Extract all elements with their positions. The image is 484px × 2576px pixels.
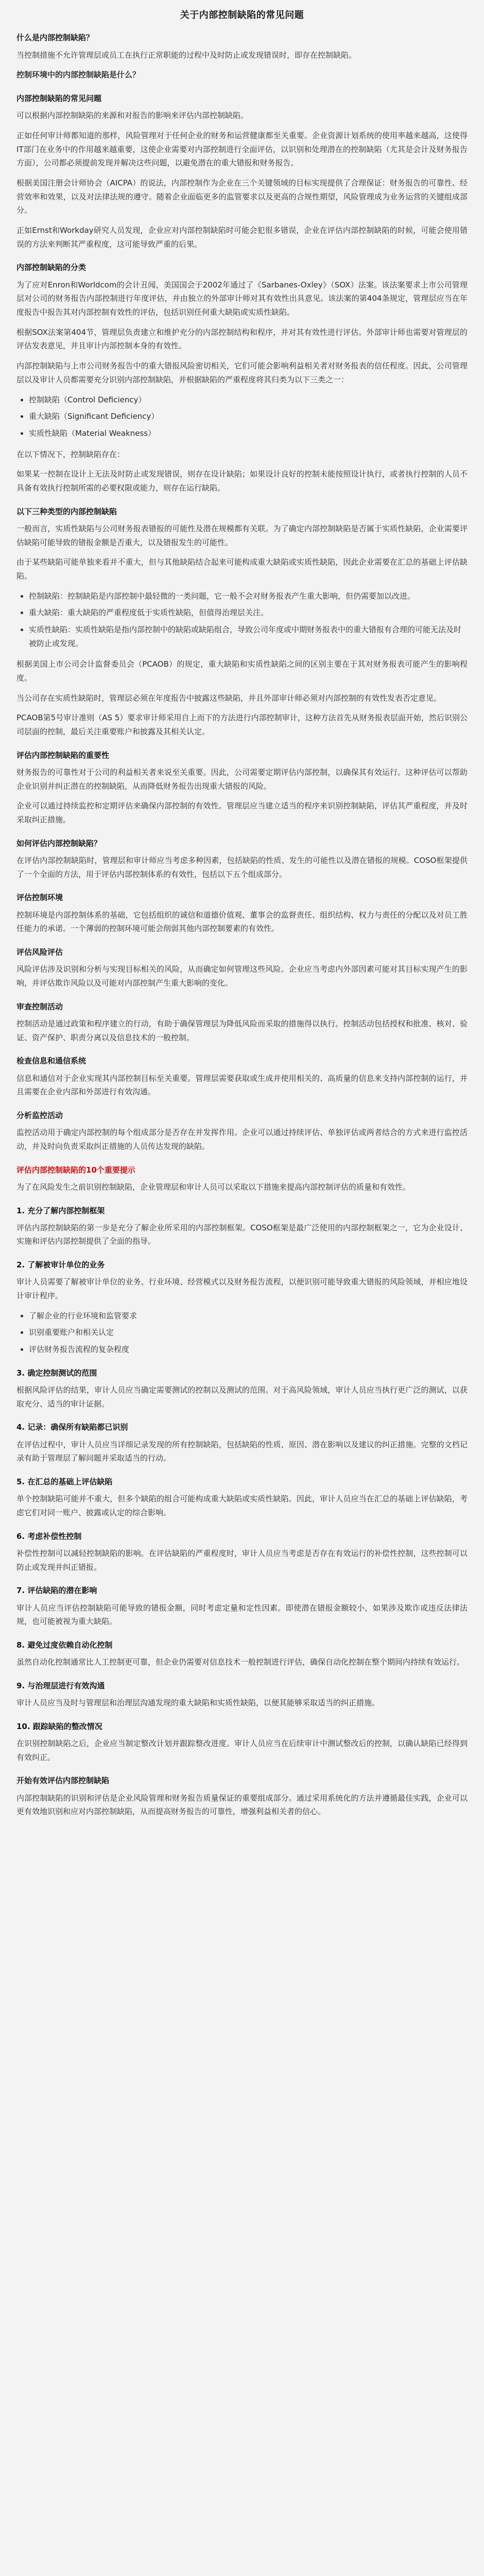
section-title: 内部控制缺陷的分类 bbox=[16, 263, 87, 273]
list-item: • 控制缺陷：控制缺陷是内部控制中最轻微的一类问题，它一般不会对财务报表产生重大影响，但仍需要加以改进。 bbox=[29, 589, 468, 603]
paragraph: 审计人员需要了解被审计单位的业务、行业环境、经营模式以及财务报告流程，以便识别可能导致重大错报的风险领域，并相应地设计审计程序。 bbox=[16, 1277, 468, 1301]
section-title: 分析监控活动 bbox=[16, 1110, 63, 1120]
section-title: 2. 了解被审计单位的业务 bbox=[16, 1260, 105, 1270]
paragraph: 根据美国注册会计师协会（AICPA）的说法，内部控制作为企业在三个关键领域的目标实现提供了合理保证：财务报告的可靠性、经营效率和效果，以及对法律法规的遵守。随着企业面临更多的监管要求以及更高的合规性期望，风险管理成为业务运营的关键组成部分。 bbox=[16, 178, 468, 215]
paragraph: 为了应对Enron和Worldcom的会计丑闻，美国国会于2002年通过了《Sarbanes-Oxley》（SOX）法案。该法案要求上市公司管理层对公司的财务报告内部控制进行年度评估，并由独立的外部审计师对其有效性出具意见。该法案的第404条规定，管理层应当在年度报告中报告其对内部控制有效性的评估，包括识别任何重大缺陷或实质性缺陷。 bbox=[16, 280, 468, 317]
list-item: • 实质性缺陷（Material Weakness） bbox=[29, 427, 468, 440]
paragraph: 根据美国上市公司会计监督委员会（PCAOB）的规定，重大缺陷和实质性缺陷之间的区别主要在于其对财务报表可能产生的影响程度。 bbox=[16, 659, 468, 683]
bullet-list bbox=[29, 393, 468, 440]
paragraph: 审计人员应当评估控制缺陷可能导致的错报金额，同时考虑定量和定性因素。即使潜在错报金额较小，如果涉及欺诈或违反法律法规，也可能被视为重大缺陷。 bbox=[16, 1603, 468, 1626]
paragraph: 为了在风险发生之前识别控制缺陷，企业管理层和审计人员可以采取以下措施来提高内部控制评估的质量和有效性。 bbox=[16, 1182, 411, 1192]
section-title: 评估控制环境 bbox=[16, 893, 63, 903]
paragraph: 正如Ernst和Workday研究人员发现，企业应对内部控制缺陷时可能会犯很多错误，企业在评估内部控制缺陷的时候，可能会使用错误的方法来判断其严重程度，这可能导致严重的后果。 bbox=[16, 226, 468, 249]
section-title: 5. 在汇总的基础上评估缺陷 bbox=[16, 1477, 113, 1487]
list-item: • 控制缺陷（Control Deficiency） bbox=[29, 393, 468, 407]
paragraph: 财务报告的可靠性对于公司的利益相关者来说至关重要。因此，公司需要定期评估内部控制，以确保其有效运行。这种评估可以帮助企业识别并纠正潜在的控制缺陷，从而降低财务报告出现重大错报的风险。 bbox=[16, 768, 468, 791]
section-title: 6. 考虑补偿性控制 bbox=[16, 1531, 82, 1541]
section-title: 评估内部控制缺陷的重要性 bbox=[16, 750, 110, 760]
list-item: • 实质性缺陷：实质性缺陷是指内部控制中的缺陷或缺陷组合，导致公司年度或中期财务报表中的重大错报有合理的可能无法及时被防止或发现。 bbox=[29, 623, 468, 650]
section-title: 什么是内部控制缺陷？ bbox=[16, 33, 94, 43]
section-title: 10. 跟踪缺陷的整改情况 bbox=[16, 1721, 102, 1731]
section-title: 4. 记录：确保所有缺陷都已识别 bbox=[16, 1422, 128, 1432]
list-item: • 评估财务报告流程的复杂程度 bbox=[29, 1343, 468, 1357]
section-title: 8. 避免过度依赖自动化控制 bbox=[16, 1640, 113, 1650]
paragraph: 如果某一控制在设计上无法及时防止或发现错误，则存在设计缺陷；如果设计良好的控制未能按照设计执行，或者执行控制的人员不具备有效执行控制所需的必要权限或能力，则存在运行缺陷。 bbox=[16, 469, 468, 493]
bullet-list bbox=[29, 589, 468, 651]
paragraph: 控制活动是通过政策和程序建立的行动，有助于确保管理层为降低风险而采取的措施得以执行。控制活动包括授权和批准、核对、验证、资产保护、职责分离以及信息技术的一般控制。 bbox=[16, 1019, 468, 1042]
paragraph: 一般而言，实质性缺陷与公司财务报表错报的可能性及潜在规模都有关联。为了确定内部控制缺陷是否属于实质性缺陷，企业需要评估缺陷可能导致的错报金额是否重大，以及错报发生的可能性。 bbox=[16, 523, 468, 547]
paragraph: 当公司存在实质性缺陷时，管理层必须在年度报告中披露这些缺陷，并且外部审计师必须对内部控制的有效性发表否定意见。 bbox=[16, 693, 442, 703]
paragraph: 评估内部控制缺陷的第一步是充分了解企业所采用的内部控制框架。COSO框架是最广泛使用的内部控制框架之一，它为企业设计、实施和评估内部控制提供了全面的指导。 bbox=[16, 1223, 468, 1246]
paragraph: 根据SOX法案第404节，管理层负责建立和维护充分的内部控制结构和程序，并对其有效性进行评估。外部审计师也需要对管理层的评估发表意见，并且审计内部控制本身的有效性。 bbox=[16, 327, 468, 351]
list-item: • 重大缺陷：重大缺陷的严重程度低于实质性缺陷，但值得治理层关注。 bbox=[29, 606, 468, 620]
section-title: 评估风险评估 bbox=[16, 947, 63, 957]
paragraph: 可以根据内部控制缺陷的来源和对报告的影响来评估内部控制缺陷。 bbox=[16, 111, 249, 121]
section-title: 如何评估内部控制缺陷？ bbox=[16, 838, 102, 848]
section-title: 审查控制活动 bbox=[16, 1002, 63, 1011]
paragraph: 在以下情况下，控制缺陷存在： bbox=[16, 449, 125, 459]
paragraph: 根据风险评估的结果，审计人员应当确定需要测试的控制以及测试的范围。对于高风险领域，审计人员应当执行更广泛的测试，以获取充分、适当的审计证据。 bbox=[16, 1385, 468, 1409]
paragraph: 在评估过程中，审计人员应当详细记录发现的所有控制缺陷，包括缺陷的性质、原因、潜在影响以及建议的纠正措施。完整的文档记录有助于管理层了解问题并采取适当的行动。 bbox=[16, 1439, 468, 1463]
paragraph: 信息和通信对于企业实现其内部控制目标至关重要。管理层需要获取或生成并使用相关的、高质量的信息来支持内部控制的运行，并且需要在企业内部和外部进行有效沟通。 bbox=[16, 1073, 468, 1097]
paragraph: 单个控制缺陷可能并不重大，但多个缺陷的组合可能构成重大缺陷或实质性缺陷。因此，审计人员应当在汇总的基础上评估缺陷，考虑它们对同一账户、披露或认定的综合影响。 bbox=[16, 1494, 468, 1518]
section-title: 以下三种类型的内部控制缺陷 bbox=[16, 506, 117, 516]
bullet-list bbox=[29, 1309, 468, 1357]
section-title: 开始有效评估内部控制缺陷 bbox=[16, 1776, 110, 1786]
page-title: 关于内部控制缺陷的常见问题 bbox=[180, 10, 304, 21]
paragraph: 当控制措施不允许管理层或员工在执行正常职能的过程中及时防止或发现错误时，即存在控制缺陷。 bbox=[16, 50, 357, 60]
paragraph: 在评估内部控制缺陷时，管理层和审计师应当考虑多种因素，包括缺陷的性质、发生的可能性以及潜在错报的规模。COSO框架提供了一个全面的方法，用于评估内部控制体系的有效性，包括以下五个组成部分。 bbox=[16, 856, 468, 879]
section-title: 9. 与治理层进行有效沟通 bbox=[16, 1681, 105, 1690]
section-title: 评估内部控制缺陷的10个重要提示 bbox=[16, 1165, 135, 1175]
list-item: • 重大缺陷（Significant Deficiency） bbox=[29, 410, 468, 423]
paragraph: 由于某些缺陷可能单独来看并不重大，但与其他缺陷结合起来可能构成重大缺陷或实质性缺陷，因此企业需要在汇总的基础上评估缺陷。 bbox=[16, 557, 468, 581]
paragraph: 在识别控制缺陷之后，企业应当制定整改计划并跟踪整改进度。审计人员应当在后续审计中测试整改后的控制，以确认缺陷已经得到有效纠正。 bbox=[16, 1739, 468, 1762]
paragraph: 内部控制缺陷与上市公司财务报告中的重大错报风险密切相关，它们可能会影响利益相关者对财务报表的信任程度。因此，公司管理层以及审计人员都需要充分识别内部控制缺陷，并根据缺陷的严重程度将其归类为以下三类之一： bbox=[16, 361, 468, 384]
paragraph: 控制环境是内部控制体系的基础，它包括组织的诚信和道德价值观、董事会的监督责任、组织结构、权力与责任的分配以及对员工胜任能力的承诺。一个薄弱的控制环境可能会削弱其他内部控制要素的有效性。 bbox=[16, 910, 468, 934]
list-item: • 识别重要账户和相关认定 bbox=[29, 1326, 468, 1340]
paragraph: 监控活动用于确定内部控制的每个组成部分是否存在并发挥作用。企业可以通过持续评估、单独评估或两者结合的方式来进行监控活动，并及时向负责采取纠正措施的人员传达发现的缺陷。 bbox=[16, 1128, 468, 1151]
paragraph: 审计人员应当及时与管理层和治理层沟通发现的重大缺陷和实质性缺陷，以便其能够采取适当的纠正措施。 bbox=[16, 1698, 380, 1708]
section-title: 1. 充分了解内部控制框架 bbox=[16, 1206, 105, 1215]
paragraph: 风险评估涉及识别和分析与实现目标相关的风险，从而确定如何管理这些风险。企业应当考虑内外部因素可能对其目标实现产生的影响，并评估欺诈风险以及可能对内部控制产生重大影响的变化。 bbox=[16, 964, 468, 988]
section-title: 7. 评估缺陷的潜在影响 bbox=[16, 1586, 97, 1596]
paragraph: 补偿性控制可以减轻控制缺陷的影响。在评估缺陷的严重程度时，审计人员应当考虑是否存在有效运行的补偿性控制，这些控制可以防止或发现并纠正错报。 bbox=[16, 1548, 468, 1572]
paragraph: 虽然自动化控制通常比人工控制更可靠，但企业仍需要对信息技术一般控制进行评估，确保自动化控制在整个期间内持续有效运行。 bbox=[16, 1657, 465, 1667]
list-item: • 了解企业的行业环境和监管要求 bbox=[29, 1309, 468, 1323]
section-title: 内部控制缺陷的常见问题 bbox=[16, 94, 102, 104]
paragraph: 企业可以通过持续监控和定期评估来确保内部控制的有效性。管理层应当建立适当的程序来识别控制缺陷，评估其严重程度，并及时采取纠正措施。 bbox=[16, 801, 468, 825]
paragraph: PCAOB第5号审计准则（AS 5）要求审计师采用自上而下的方法进行内部控制审计，这种方法首先从财务报表层面开始，然后识别公司层面的控制，最后关注重要账户和披露及其相关认定。 bbox=[16, 713, 468, 737]
section-title: 检查信息和通信系统 bbox=[16, 1056, 87, 1066]
section-title: 3. 确定控制测试的范围 bbox=[16, 1368, 97, 1378]
paragraph: 正如任何审计师都知道的那样，风险管理对于任何企业的财务和运营健康都至关重要。企业资源计划系统的使用率越来越高，这使得IT部门在业务中的作用越来越重要，这使企业需要对内部控制进行全面评估，以识别和处理潜在的控制缺陷（尤其是会计及财务报告方面），公司都必须提前发现并解决这些问题，以避免潜在的重大错报和财务报告。 bbox=[16, 130, 468, 168]
document-content bbox=[16, 32, 468, 1819]
paragraph: 内部控制缺陷的识别和评估是企业风险管理和财务报告质量保证的重要组成部分。通过采用系统化的方法并遵循最佳实践，企业可以更有效地识别和应对内部控制缺陷，从而提高财务报告的可靠性，增强利益相关者的信心。 bbox=[16, 1793, 468, 1817]
paragraph: 控制环境中的内部控制缺陷是什么？ bbox=[16, 70, 141, 80]
